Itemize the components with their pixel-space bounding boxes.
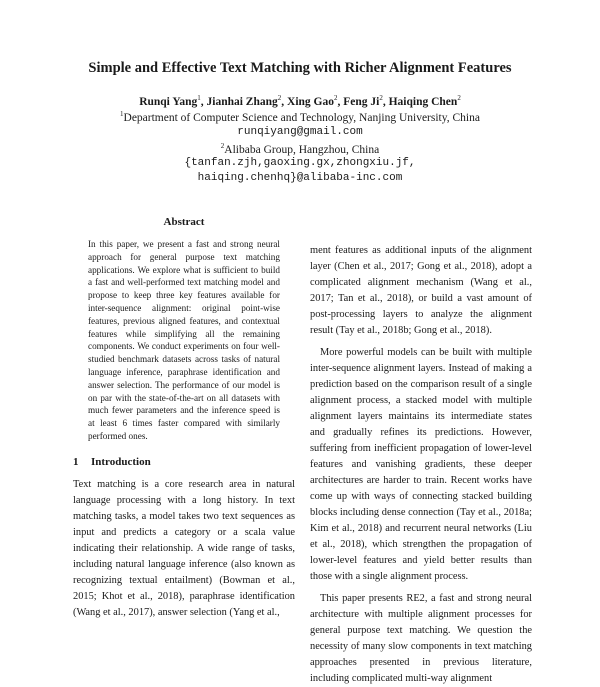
paper-title: Simple and Effective Text Matching with Richer Alignment Features <box>88 60 512 76</box>
author: Feng Ji$^2$, <box>343 94 389 108</box>
affiliation-1: $^1$Department of Computer Science and Technology, Nanjing University, China <box>120 110 480 124</box>
author: Jianhai Zhang$^2$, <box>206 94 288 108</box>
email-1: runqiyang@gmail.com <box>237 126 363 138</box>
author-list <box>0 94 600 108</box>
email-2-line-2: haiqing.chenhq}@alibaba-inc.com <box>197 172 403 184</box>
paragraph: This paper presents RE2, a fast and strong neural architecture with multiple alignment processes for general purpose text matching. We question the necessity of many slow components in text matching approaches presented in previous literature, including complicated multi-way alignment <box>310 593 532 684</box>
section-title: Introduction <box>91 456 151 468</box>
paragraph: Text matching is a core research area in natural language processing with a long history. In text matching tasks, a model takes two text sequences as input and predicts a category or a scala value indicating their relationship. A wide range of tasks, including natural language inference (also known as recognizing textual entailment) (Bowman et al., 2015; Khot et al., 2018), paraphrase identification (Wang et al., 2017), answer selection (Yang et al., <box>73 479 295 618</box>
section-number: 1 <box>73 456 79 468</box>
abstract-heading: Abstract <box>163 216 205 228</box>
right-column <box>310 243 532 687</box>
introduction-left-text <box>73 477 295 621</box>
author: Runqi Yang$^1$, <box>139 94 207 108</box>
paragraph: ment features as additional inputs of the alignment layer (Chen et al., 2017; Gong et al., 2018), adopt a complicated alignment mechanism (Wang et al., 2017; Tan et al., 2018), or build a vast amount of post-processing layers to analyze the alignment result (Tay et al., 2018b; Gong et al., 2018). <box>310 245 532 336</box>
paragraph: More powerful models can be built with multiple inter-sequence alignment layers. Instead of making a prediction based on the comparison result of a single alignment process, a stacked model with multiple alignment layers maintains its intermediate states and gradually refines its predictions. However, suffering from inefficient propagation of lower-level features and vanishing gradients, these deeper architectures are harder to train. Recent works have come up with ways of connecting stacked building blocks including dense connection (Tay et al., 2018a; Kim et al., 2018) and recurrent neural networks (Liu et al., 2018), which strengthen the propagation of lower-level features and yield better results than those with a single alignment process. <box>310 347 532 582</box>
author: Haiqing Chen$^2$ <box>388 94 461 108</box>
abstract-text: In this paper, we present a fast and strong neural approach for general purpose text matching applications. We explore what is sufficient to build a fast and well-performed text matching model and propose to keep three key features available for inter-sequence alignment: original point-wise features, previous aligned features, and contextual features while simplifying all the remaining components. We conduct experiments on four well-studied benchmark datasets across tasks of natural language inference, paraphrase identification and answer selection. The performance of our model is on par with the state-of-the-art on all datasets with much fewer parameters and the inference speed is at least 6 times faster compared with similarly performed ones. <box>88 239 280 441</box>
author: Xing Gao$^2$, <box>287 94 344 108</box>
affiliation-2: $^2$Alibaba Group, Hangzhou, China <box>220 142 380 156</box>
section-heading-introduction <box>73 456 151 468</box>
email-2-line-1: {tanfan.zjh,gaoxing.gx,zhongxiu.jf, <box>184 157 416 169</box>
